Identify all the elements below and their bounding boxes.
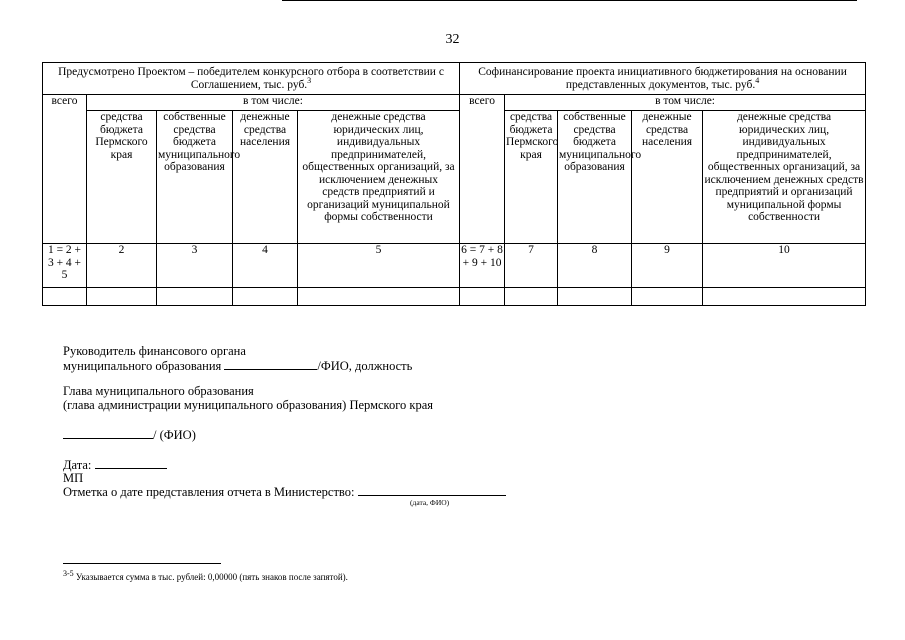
ministry-field-caption: (дата, ФИО) [410, 498, 450, 507]
col-number-3: 3 [157, 244, 233, 288]
ministry-note-line: Отметка о дате представления отчета в Министерство: [63, 484, 506, 499]
col-number-9: 9 [632, 244, 703, 288]
data-cell[interactable] [460, 288, 505, 306]
data-cell[interactable] [87, 288, 157, 306]
col-number-4: 4 [233, 244, 298, 288]
page-number: 32 [445, 32, 460, 47]
col-header-2: средства бюджета Пермского края [87, 111, 157, 244]
col-number-5: 5 [298, 244, 460, 288]
ministry-date-field[interactable] [358, 484, 506, 496]
col-header-7: средства бюджета Пермского края [505, 111, 558, 244]
col-number-10: 10 [703, 244, 866, 288]
empty-data-row [43, 288, 866, 306]
col-header-8: собственные средства бюджета муниципального образования [558, 111, 632, 244]
footnote-rule [63, 563, 221, 564]
data-cell[interactable] [233, 288, 298, 306]
mun-head-title: Глава муниципального образования [63, 384, 254, 398]
left-including-header: в том числе: [87, 95, 460, 111]
mun-head-signature-field[interactable] [63, 427, 153, 439]
col-header-5: денежные средства юридических лиц, индивидуальных предпринимателей, общественных организаций, за исключением денежных средств предприятий и организаций муниципальной формы собственности [298, 111, 460, 244]
data-cell[interactable] [558, 288, 632, 306]
col-header-9: денежные средства населения [632, 111, 703, 244]
col-header-4: денежные средства населения [233, 111, 298, 244]
top-rule [282, 0, 857, 1]
data-cell[interactable] [632, 288, 703, 306]
col-number-2: 2 [87, 244, 157, 288]
financing-table [42, 62, 866, 306]
right-group-header: Софинансирование проекта инициативного бюджетирования на основании представленных документов, тыс. руб.$^4$ [460, 63, 866, 95]
left-group-header: Предусмотрено Проектом – победителем конкурсного отбора в соответствии с Соглашением, тыс. руб.$^3$ [43, 63, 460, 95]
data-cell[interactable] [157, 288, 233, 306]
data-cell[interactable] [505, 288, 558, 306]
right-total-header: всего [460, 95, 505, 244]
right-including-header: в том числе: [505, 95, 866, 111]
date-line: Дата: [63, 457, 167, 472]
finance-head-signature-field[interactable] [224, 358, 317, 370]
col-number-8: 8 [558, 244, 632, 288]
footnote: 3-5 Указывается сумма в тыс. рублей: 0,00000 (пять знаков после запятой). [63, 569, 348, 582]
col-header-10: денежные средства юридических лиц, индивидуальных предпринимателей, общественных организаций, за исключением денежных средств предприятий и организаций муниципальной формы собственности [703, 111, 866, 244]
col-number-7: 7 [505, 244, 558, 288]
col-number-6: 6 = 7 + 8 + 9 + 10 [460, 244, 505, 288]
data-cell[interactable] [43, 288, 87, 306]
finance-head-title: Руководитель финансового органа [63, 344, 246, 358]
data-cell[interactable] [703, 288, 866, 306]
mun-head-subtitle: (глава администрации муниципального образования) Пермского края [63, 398, 434, 412]
left-total-header: всего [43, 95, 87, 244]
mun-head-signature-line: / (ФИО) [63, 427, 196, 442]
data-cell[interactable] [298, 288, 460, 306]
col-number-1: 1 = 2 + 3 + 4 + 5 [43, 244, 87, 288]
stamp-place-label: МП [63, 471, 84, 485]
date-field[interactable] [95, 457, 167, 469]
finance-head-line: муниципального образования /ФИО, должность [63, 359, 413, 373]
col-header-3: собственные средства бюджета муниципального образования [157, 111, 233, 244]
